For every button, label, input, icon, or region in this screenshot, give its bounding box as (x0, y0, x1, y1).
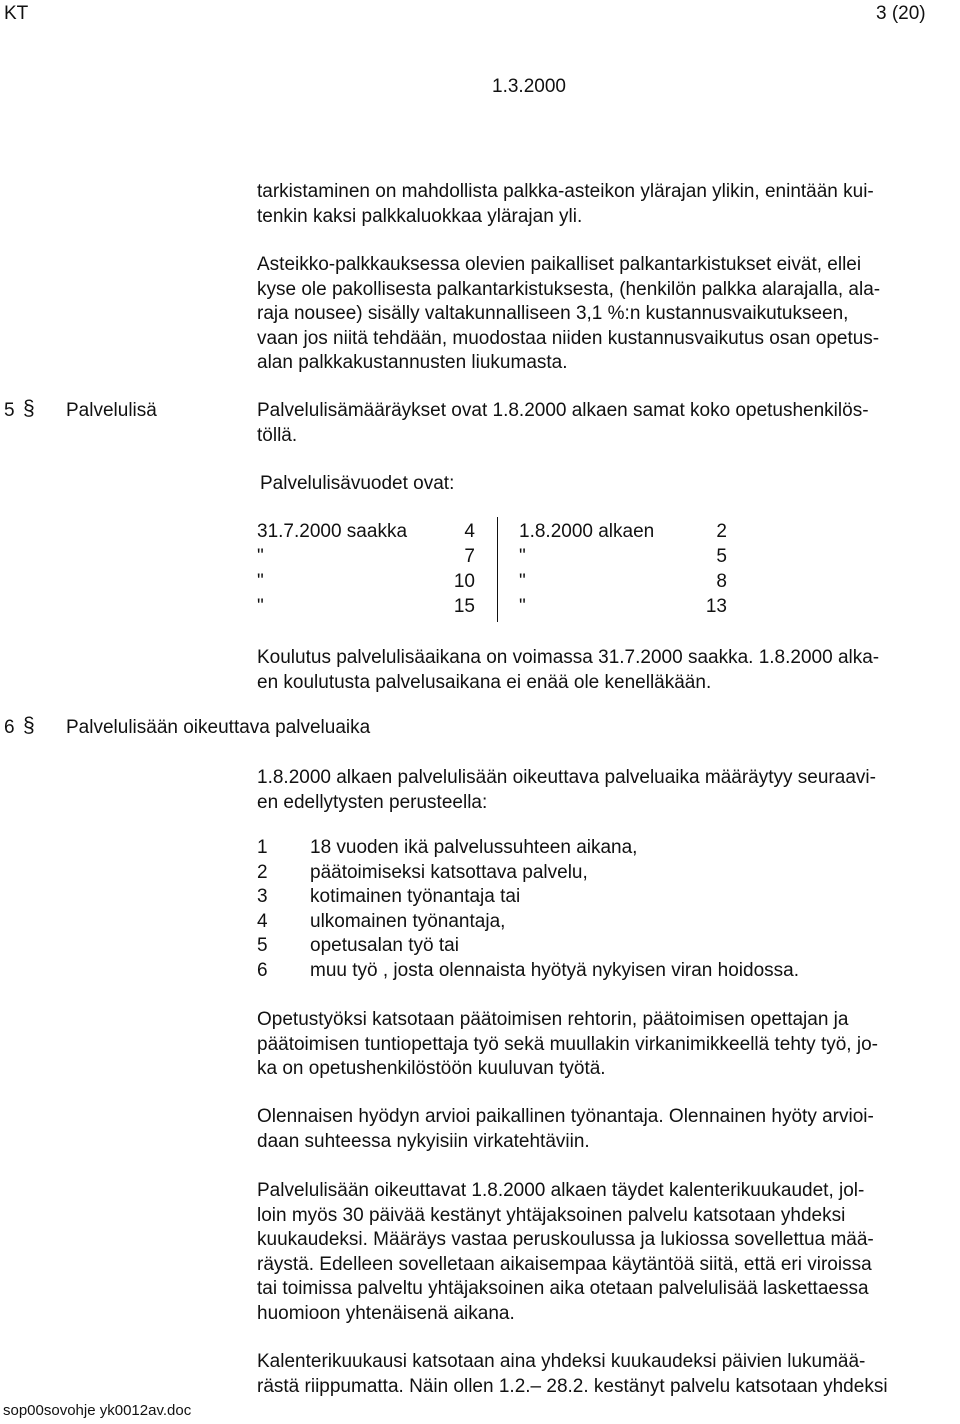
koulutus-paragraph (257, 646, 957, 695)
table-cell: " (257, 596, 264, 617)
text-line: en edellytysten perusteella: (257, 791, 488, 813)
list-text: muu työ , josta olennaista hyötyä nykyisen viran hoidossa. (310, 959, 799, 981)
text-line: Koulutus palvelulisäaikana on voimassa 31.7.2000 saakka. 1.8.2000 alka- (257, 647, 880, 668)
header-left: KT (4, 3, 29, 24)
text-line: kuukaudeksi. Määräys vastaa peruskoulussa ja lukiossa sovellettua mää- (257, 1229, 874, 1250)
list-text: päätoimiseksi katsottava palvelu, (310, 861, 588, 883)
section-sign-icon: § (23, 714, 35, 737)
table-cell: " (257, 571, 264, 592)
text-line: 1.8.2000 alkaen palvelulisään oikeuttava palveluaika määräytyy seuraavi- (257, 767, 876, 788)
opetustyo-paragraph (257, 1008, 957, 1082)
intro-paragraph (257, 180, 957, 229)
text-line: vaan jos niitä tehdään, muodostaa niiden kustannusvaikutus osan opetus- (257, 327, 880, 349)
list-number: 6 (257, 959, 268, 981)
table-cell: " (519, 546, 526, 567)
text-line: Kalenterikuukausi katsotaan aina yhdeksi kuukaudeksi päivien lukumää- (257, 1351, 866, 1372)
text-line: raja nousee) sisälly valtakunnalliseen 3,1 %:n kustannusvaikutukseen, (257, 303, 849, 324)
table-cell: 4 (464, 521, 475, 542)
text-line: loin myös 30 päivää kestänyt yhtäjaksoinen palvelu katsotaan yhdeksi (257, 1204, 846, 1226)
table-cell: 10 (453, 571, 475, 592)
section-sign-icon: § (23, 397, 35, 420)
page-number: 3 (20) (876, 3, 926, 24)
text-line: huomioon yhtenäisenä aikana. (257, 1302, 515, 1324)
text-line: räystä. Edelleen sovelletaan aikaisempaa käytäntöä siitä, että eri viroissa (257, 1253, 872, 1275)
hyoty-paragraph (257, 1105, 957, 1154)
text-line: en koulutusta palvelusaikana ei enää ole kenelläkään. (257, 671, 712, 693)
list-text: opetusalan työ tai (310, 935, 459, 956)
text-line: Palvelulisään oikeuttavat 1.8.2000 alkaen täydet kalenterikuukaudet, jol- (257, 1180, 865, 1201)
section-title: Palvelulisään oikeuttava palveluaika (66, 717, 371, 738)
section-number: 6 (4, 717, 15, 738)
text-line: rästä riippumatta. Näin ollen 1.2.– 28.2. kestänyt palvelu katsotaan yhdeksi (257, 1375, 888, 1397)
asteikko-paragraph (257, 253, 957, 376)
years-label: Palvelulisävuodet ovat: (260, 473, 455, 494)
list-number: 1 (257, 837, 268, 858)
text-line: daan suhteessa nykyisiin virkatehtäviin. (257, 1130, 590, 1152)
section-6-intro (257, 766, 957, 815)
document-date: 1.3.2000 (492, 76, 566, 97)
text-line: tenkin kaksi palkkaluokkaa ylärajan yli. (257, 205, 583, 227)
section-6-heading (0, 716, 430, 742)
table-cell: " (519, 596, 526, 617)
footer-filename: sop00sovohje yk0012av.doc (3, 1402, 192, 1419)
text-line: töllä. (257, 424, 298, 446)
section-5-heading (0, 399, 250, 425)
list-number: 2 (257, 861, 268, 883)
section-5-paragraph (257, 399, 957, 448)
kalenteri-paragraph (257, 1350, 957, 1399)
text-line: Olennaisen hyödyn arvioi paikallinen työnantaja. Olennainen hyöty arvioi- (257, 1106, 874, 1127)
list-number: 5 (257, 935, 268, 956)
table-cell: 5 (716, 546, 727, 567)
table-cell: 7 (464, 546, 475, 567)
table-cell: 31.7.2000 saakka (257, 521, 408, 542)
table-cell: " (257, 546, 264, 567)
table-divider (497, 517, 498, 622)
list-text: 18 vuoden ikä palvelussuhteen aikana, (310, 837, 638, 858)
table-cell: 13 (705, 596, 727, 617)
list-number: 3 (257, 886, 268, 907)
text-line: Palvelulisämääräykset ovat 1.8.2000 alkaen samat koko opetushenkilös- (257, 400, 869, 421)
table-cell: 2 (716, 521, 727, 542)
oikeuttavat-paragraph (257, 1179, 957, 1326)
list-text: kotimainen työnantaja tai (310, 886, 521, 907)
list-number: 4 (257, 910, 268, 932)
text-line: kyse ole pakollisesta palkantarkistuksesta, (henkilön palkka alarajalla, ala- (257, 278, 881, 300)
table-cell: " (519, 571, 526, 592)
table-cell: 1.8.2000 alkaen (519, 521, 655, 542)
list-text: ulkomainen työnantaja, (310, 910, 506, 932)
text-line: Opetustyöksi katsotaan päätoimisen rehtorin, päätoimisen opettajan ja (257, 1009, 849, 1030)
text-line: Asteikko-palkkauksessa olevien paikalliset palkantarkistukset eivät, ellei (257, 254, 862, 275)
section-number: 5 (4, 400, 15, 421)
text-line: alan palkkakustannusten liukumasta. (257, 352, 568, 373)
table-cell: 8 (716, 571, 727, 592)
text-line: päätoimisen tuntiopettaja työ sekä muullakin virkanimikkeellä tehty työ, jo- (257, 1033, 878, 1055)
text-line: tai toimissa palveltu yhtäjaksoinen aika otetaan palvelulisää laskettaessa (257, 1278, 869, 1299)
text-line: ka on opetushenkilöstöön kuuluvan työtä. (257, 1058, 606, 1079)
section-title: Palvelulisä (66, 400, 157, 421)
text-line: tarkistaminen on mahdollista palkka-asteikon ylärajan ylikin, enintään kui- (257, 181, 874, 202)
table-cell: 15 (453, 596, 475, 617)
